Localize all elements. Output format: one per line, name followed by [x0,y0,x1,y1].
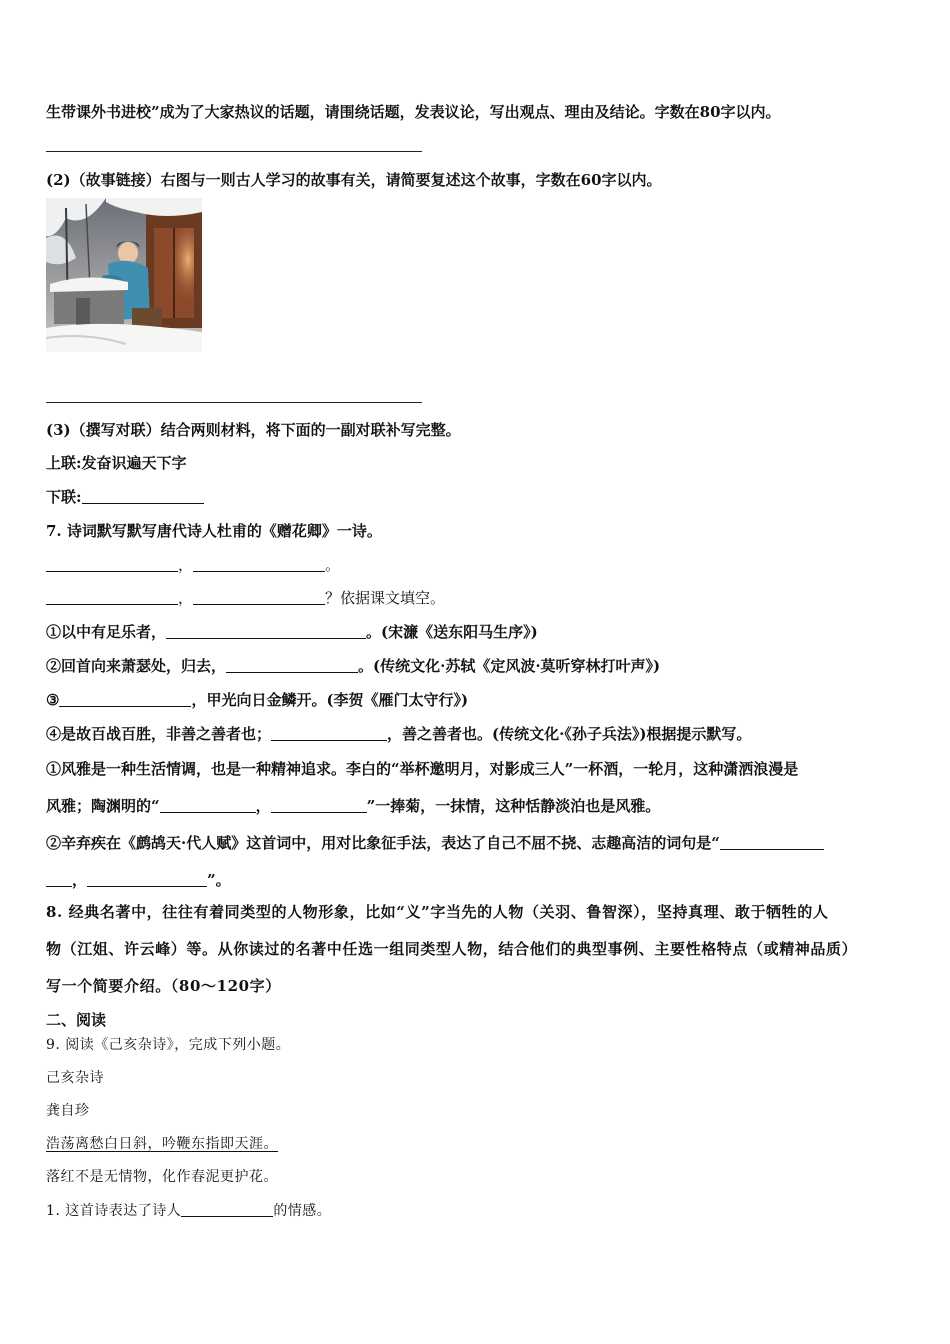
q8-line2: 物（江姐、许云峰）等。从你读过的名著中任选一组同类型人物，结合他们的典型事例、主要性格特点（或精神品质） [46,940,858,958]
poem-verse1: 浩荡离愁白日斜，吟鞭东指即天涯。 [46,1136,278,1152]
blank-2[interactable] [193,555,325,572]
q7-item3: ③ ，甲光向日金鳞开。(李贺《雁门太守行》) [46,691,469,709]
couplet-lower [46,487,204,507]
q8-line3: 写一个简要介绍。（80～120字） [46,977,281,995]
blank-10[interactable] [271,796,367,813]
q7-para2-line1: ②辛弃疾在《鹧鸪天·代人赋》这首词中，用对比象征手法，表达了自己不屈不挠、志趣高洁的词句是“ [46,833,824,853]
q7-para1-line2: 风雅；陶渊明的“ ， ”一捧菊，一抹情，这种恬静淡泊也是风雅。 [46,797,661,815]
q7-item1: ①以中有足乐者， 。(宋濂《送东阳马生序》) [46,623,538,641]
answer-line [46,402,422,403]
couplet-upper: 上联:发奋识遍天下字 [46,454,187,472]
q9-prompt: 9. 阅读《己亥杂诗》，完成下列小题。 [46,1037,291,1053]
blank-11b[interactable] [46,870,72,887]
q6-sub3: (3)（撰写对联）结合两则材料，将下面的一副对联补写完整。 [46,421,461,439]
q7-para1-line1: ①风雅是一种生活情调，也是一种精神追求。李白的“举杯邀明月，对影成三人”一杯酒，一轮月，这种潇洒浪漫是 [46,760,799,778]
q7-item2: ②回首向来萧瑟处，归去， 。(传统文化·苏轼《定风波·莫听穿林打叶声》) [46,657,661,675]
q9-sub1: 1. 这首诗表达了诗人 的情感。 [46,1200,331,1221]
blank-lower[interactable] [82,487,204,504]
q7-item4: ④是故百战百胜，非善之善者也； ，善之善者也。(传统文化·《孙子兵法》)根据提示默写。 [46,725,752,743]
blank-3[interactable] [46,588,178,605]
blank-9[interactable] [160,796,256,813]
answer-line [46,151,422,152]
blank-7[interactable] [59,690,191,707]
blank-11a[interactable] [720,833,824,850]
section-heading: 二、阅读 [46,1011,107,1029]
q7-line2: ， ？依据课文填空。 [46,588,445,608]
snow-scene-illustration-icon [46,198,202,352]
blank-8[interactable] [271,724,387,741]
blank-6[interactable] [226,656,358,673]
q7-line1: ， 。 [46,555,340,575]
poem-title: 己亥杂诗 [46,1070,104,1086]
q6-sub2: (2)（故事链接）右图与一则古人学习的故事有关，请简要复述这个故事，字数在60字以内。 [46,171,662,189]
q7-para2-line2: ， ”。 [46,870,231,890]
blank-5[interactable] [166,622,366,639]
poem-verse2: 落红不是无情物，化作春泥更护花。 [46,1169,278,1185]
poem-author: 龚自珍 [46,1103,90,1119]
q8-line1: 8. 经典名著中，往往有着同类型的人物形象，比如“义”字当先的人物（关羽、鲁智深），坚持真理、敢于牺牲的人 [46,903,829,921]
blank-13[interactable] [181,1200,273,1217]
blank-4[interactable] [193,588,325,605]
story-illustration [46,198,202,352]
blank-12[interactable] [87,870,207,887]
q6-line1: 生带课外书进校”成为了大家热议的话题，请围绕话题，发表议论，写出观点、理由及结论。字数在80字以内。 [46,103,781,121]
couplet-lower-label: 下联: [46,488,82,506]
blank-1[interactable] [46,555,178,572]
q7-title: 7. 诗词默写默写唐代诗人杜甫的《赠花卿》一诗。 [46,522,382,540]
